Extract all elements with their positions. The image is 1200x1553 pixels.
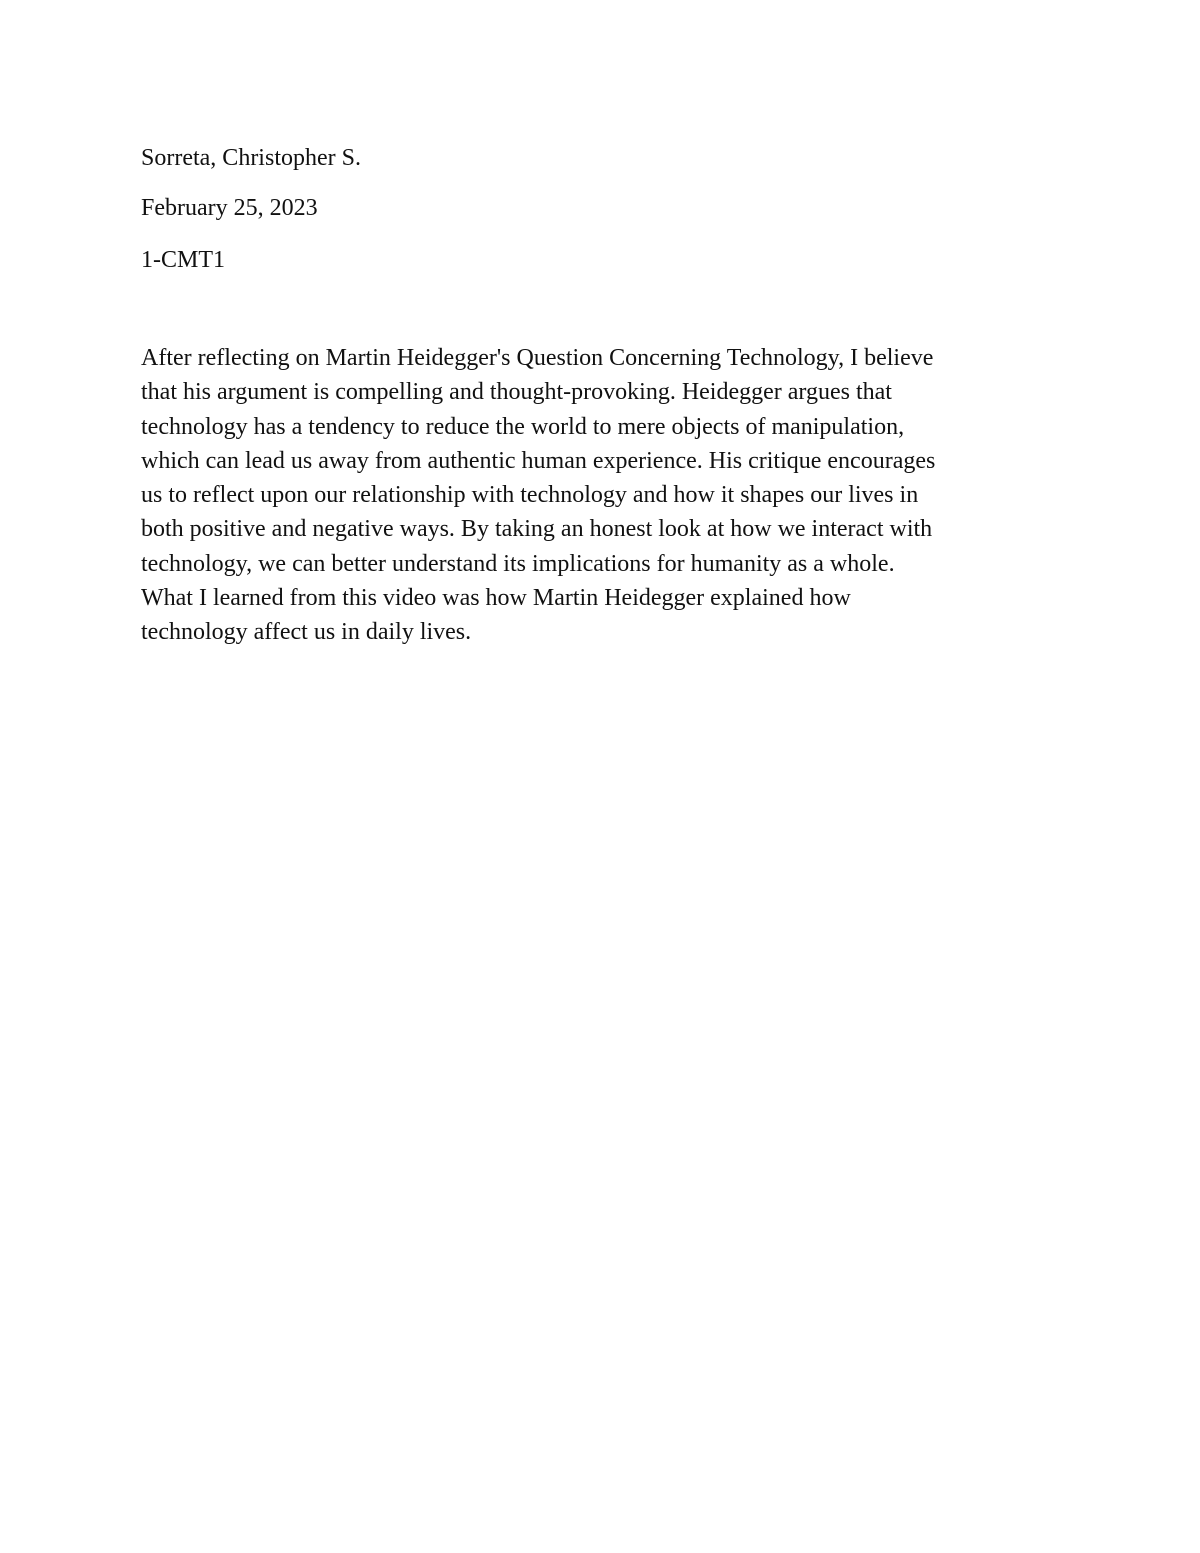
paragraph-line: both positive and negative ways. By taking an honest look at how we interact with bbox=[141, 516, 933, 543]
paragraph-line: technology affect us in daily lives. bbox=[141, 619, 472, 646]
course-section: 1-CMT1 bbox=[141, 247, 225, 273]
paragraph-line: technology has a tendency to reduce the world to mere objects of manipulation, bbox=[141, 413, 905, 440]
paragraph-line: technology, we can better understand its implications for humanity as a whole. bbox=[141, 550, 895, 577]
paragraph-line: that his argument is compelling and thought-provoking. Heidegger argues that bbox=[141, 379, 892, 406]
paragraph-line: us to reflect upon our relationship with technology and how it shapes our lives in bbox=[141, 482, 919, 509]
author-name: Sorreta, Christopher S. bbox=[141, 145, 361, 171]
reflection-paragraph bbox=[141, 341, 1071, 650]
paragraph-line: What I learned from this video was how Martin Heidegger explained how bbox=[141, 585, 851, 612]
paragraph-line: After reflecting on Martin Heidegger's Question Concerning Technology, I believe bbox=[141, 345, 934, 371]
document-date: February 25, 2023 bbox=[141, 195, 318, 221]
paragraph-line: which can lead us away from authentic human experience. His critique encourages bbox=[141, 447, 936, 474]
